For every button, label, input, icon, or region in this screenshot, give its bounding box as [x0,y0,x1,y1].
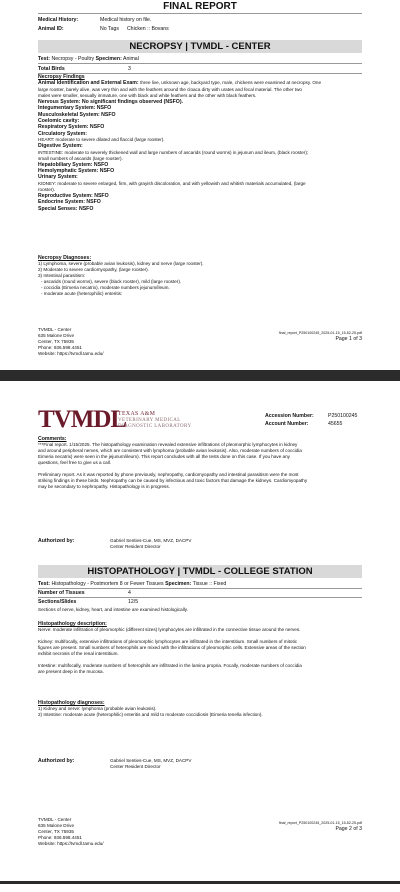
prelim-line: Preliminary report. As it was reported by phone previously, nephropathy, cardiomyopathy and intestinal parasitism were the most [38,472,299,478]
system-detail: rooster). [38,186,56,192]
logo-line: DIAGNOSTIC LABORATORY [118,423,192,429]
system-row: Endocrine System: NSFO [38,199,101,206]
system-row: Special Senses: NSFO [38,205,94,212]
id-exam-line: large rooster, barely alive, was very thin and with the feathers around the cloaca dirty with urates and fecal material. The other two [38,86,302,92]
report-page-2 [0,381,400,881]
diagnosis-item: 3) Intestinal parasitism: [38,273,86,279]
histo-line: Kidney: multifocally, extensive infiltrations of pleomorphic lymphocytes are infiltrated in the interstitium. Small numbers of mitotic [38,639,298,645]
system-row: Musculoskeletal System: NSFO [38,111,116,118]
authorized-name: Gabriel Senties-Cue, MS, MVZ, DACPV [110,538,192,543]
histo-dx-item: 2) Intestine: moderate acute (heterophilic) enteritis and mild to moderate coccidiosis (Eimeria tenella infection). [38,712,263,718]
logo-wordmark: TVMDL [38,406,127,433]
sections-note: Sections of nerve, kidney, heart, and intestine are examined histologically. [38,607,188,612]
comments-heading: Comments: [38,436,67,442]
diagnoses-heading: Necropsy Diagnoses: [38,255,92,261]
footer-line: Phone: 936.598.4451 [38,835,82,840]
histo-line: are present deep in the mucosa. [38,669,104,675]
accession-value: P250100245 [328,413,358,419]
divider [38,63,362,64]
authorized-label: Authorized by: [38,538,75,544]
system-row: Coelomic cavity: [38,118,80,125]
footer-line: Center, TX 75935 [38,829,74,834]
authorized-label: Authorized by: [38,758,75,764]
system-row: Nervous System: No significant findings observed (NSFO). [38,98,183,105]
histopathology-description [38,621,362,675]
medical-history-value: Medical history on file. [100,17,152,23]
comment-line: and around peripheral nerves, which are consistent with lymphoma (probable avian leukosis). Also, moderate numbers of coccidia [38,448,302,454]
test-value: Necropsy - Poultry [51,56,95,62]
comments-section [38,436,362,490]
account-label: Account Number: [265,421,309,428]
authorized-title: Center Resident Director [110,544,161,549]
specimen-value: Animal [122,56,139,62]
footer-line: Phone: 936.598.4451 [38,345,82,350]
footer-filename: final_report_P250100245_2025-01-15_15-52-25.pdf [278,331,362,335]
histo-line: figures are present. Small numbers of heterophils are mixed with the infiltrations of pleomorphic cells. Extensive areas of the section [38,645,306,651]
footer-line: Website: https://tvmdl.tamu.edu/ [38,351,104,356]
tvmdl-logo [38,407,126,433]
logo-line: TEXAS A&M [118,411,156,417]
animal-id-label: Animal ID: [38,26,64,32]
id-exam-line: males were smaller, sexually immature, one with black and white feathers and the other with black feathers. [38,92,257,98]
page-number: Page 2 of 3 [335,826,362,832]
footer-line: TVMDL - Center [38,817,72,822]
page-number: Page 1 of 3 [335,336,362,342]
necropsy-findings [38,74,362,212]
id-exam-line: three live, unknown age, backyard type, male, chickens were examined at necropsy. One [140,80,322,86]
necropsy-banner: NECROPSY | TVMDL - CENTER [38,40,362,53]
prelim-line: striking findings in these birds. Nephropathy can be caused by infectious and toxic factors that damage the kidneys. Cardiomyopathy [38,478,308,484]
animal-id-value: No Tags [100,26,119,32]
test-value: Histopathology - Postmortem 8 or Fewer Tissues [51,581,164,587]
system-row: Integumentary System: NSFO [38,105,112,112]
animal-species: Chicken :: Bovans [126,26,169,32]
histo-heading: Histopathology description: [38,621,107,627]
report-page-1 [0,0,400,370]
divider [38,13,362,14]
system-detail: INTESTINE: moderate to severely thickened wall and large numbers of ascarids (round worms) in jejunum and ileum, (black rooster); [38,149,309,155]
id-exam-label: Animal Identification and External Exam: [38,80,139,87]
comment-line: questions, feel free to give us a call. [38,460,112,466]
footer-line: 635 Malone Drive [38,823,75,828]
histo-line: Intestine: multifocally, moderate numbers of heterophils are infiltrated in the lamina propria. Focally, moderate numbers of coccidia [38,663,302,669]
system-detail: KIDNEY: moderate to severe enlarged, firm, with grayish discoloration, and with yellowish and whitish materials accumulated, (large [38,180,306,186]
report-page-3 [0,884,400,892]
footer-line: Center, TX 75935 [38,339,74,344]
diagnosis-item: - coccidia (Eimeria necatrix), moderate numbers jejunum/ileum. [41,285,170,291]
system-row: Digestive System: [38,143,83,150]
system-row: Urinary System: [38,174,78,181]
test-label: Test: [38,56,51,62]
divider [38,597,362,598]
footer-address [38,817,104,847]
authorized-name: Gabriel Senties-Cue, MS, MVZ, DACPV [110,758,192,763]
footer-address [38,327,104,357]
specimen-value: Tissue :: Fixed [192,581,227,587]
total-birds-label: Total Birds [38,66,65,72]
histo-dx-heading: Histopathology diagnoses: [38,700,105,706]
diagnosis-item: 2) Moderate to severe cardiomyopathy, (large rooster). [38,267,149,273]
histo-line: Nerve: moderate infiltration of pleomorphic (different sizes) lymphocytes are infiltrated in the connective tissue around the nerves. [38,627,301,633]
footer-line: TVMDL - Center [38,327,72,332]
findings-heading: Necropsy Findings [38,74,85,80]
divider [38,588,362,589]
system-detail: small numbers of ascarids (large rooster). [38,155,123,161]
histo-dx-item: 1) Kidney and nerve: lymphoma (probable avian leukosis). [38,706,157,712]
account-value: 45655 [328,421,343,428]
histo-line: exhibit necrosis of the renal interstitium. [38,651,119,657]
system-row: Hemolymphatic System: NSFO [38,168,115,175]
prelim-line: may be secondary to nephropathy. Histopathology is in progress. [38,484,170,490]
tissues-value: 4 [128,590,131,596]
comment-line: ***Final report. 1/15/2025. The histopathology examination revealed extensive infiltrations of pleomorphic lymphocytes in kidney [38,442,298,448]
total-birds-value: 3 [128,66,131,72]
footer-line: Website: https://tvmdl.tamu.edu/ [38,841,104,846]
system-detail: HEART: moderate to severe dilated and flaccid (large rooster). [38,137,165,143]
sections-value: 12/5 [128,599,139,605]
system-row: Circulatory System: [38,130,88,137]
diagnosis-item: 1) Lymphoma, severe (probable avian leukosis), kidney and nerve (large rooster). [38,261,204,267]
diagnosis-item: - moderate acute (heterophilic) enteritis: [41,291,123,297]
footer-filename: final_report_P250100245_2025-01-15_15-52-25.pdf [278,821,362,825]
logo-line: VETERINARY MEDICAL [118,417,181,423]
sections-label: Sections/Slides [38,599,77,605]
tissues-label: Number of Tissues [38,590,85,596]
footer-line: 635 Malone Drive [38,333,75,338]
diagnosis-item: - ascarids (round worms), severe (black rooster), mild (large rooster). [41,279,182,285]
logo-subtitle [118,411,191,430]
comment-line: Eimeria necatrix) were seen in the jejunum/ileum). This report concludes with all the tests done on this case. If you have any [38,454,290,460]
accession-label: Accession Number: [265,413,314,419]
system-row: Reproductive System: NSFO [38,192,109,199]
system-row: Respiratory System: NSFO [38,124,105,131]
system-row: Hepatobiliary System: NSFO [38,161,109,168]
medical-history-label: Medical History: [38,17,79,23]
specimen-label: Specimen: [95,56,122,62]
necropsy-diagnoses [38,255,362,297]
histopathology-banner: HISTOPATHOLOGY | TVMDL - COLLEGE STATION [38,565,362,578]
authorized-title: Center Resident Director [110,764,161,769]
test-label: Test: [38,581,51,587]
specimen-label: Specimen: [165,581,192,587]
report-title: FINAL REPORT [163,1,237,12]
histopathology-diagnoses [38,700,362,718]
